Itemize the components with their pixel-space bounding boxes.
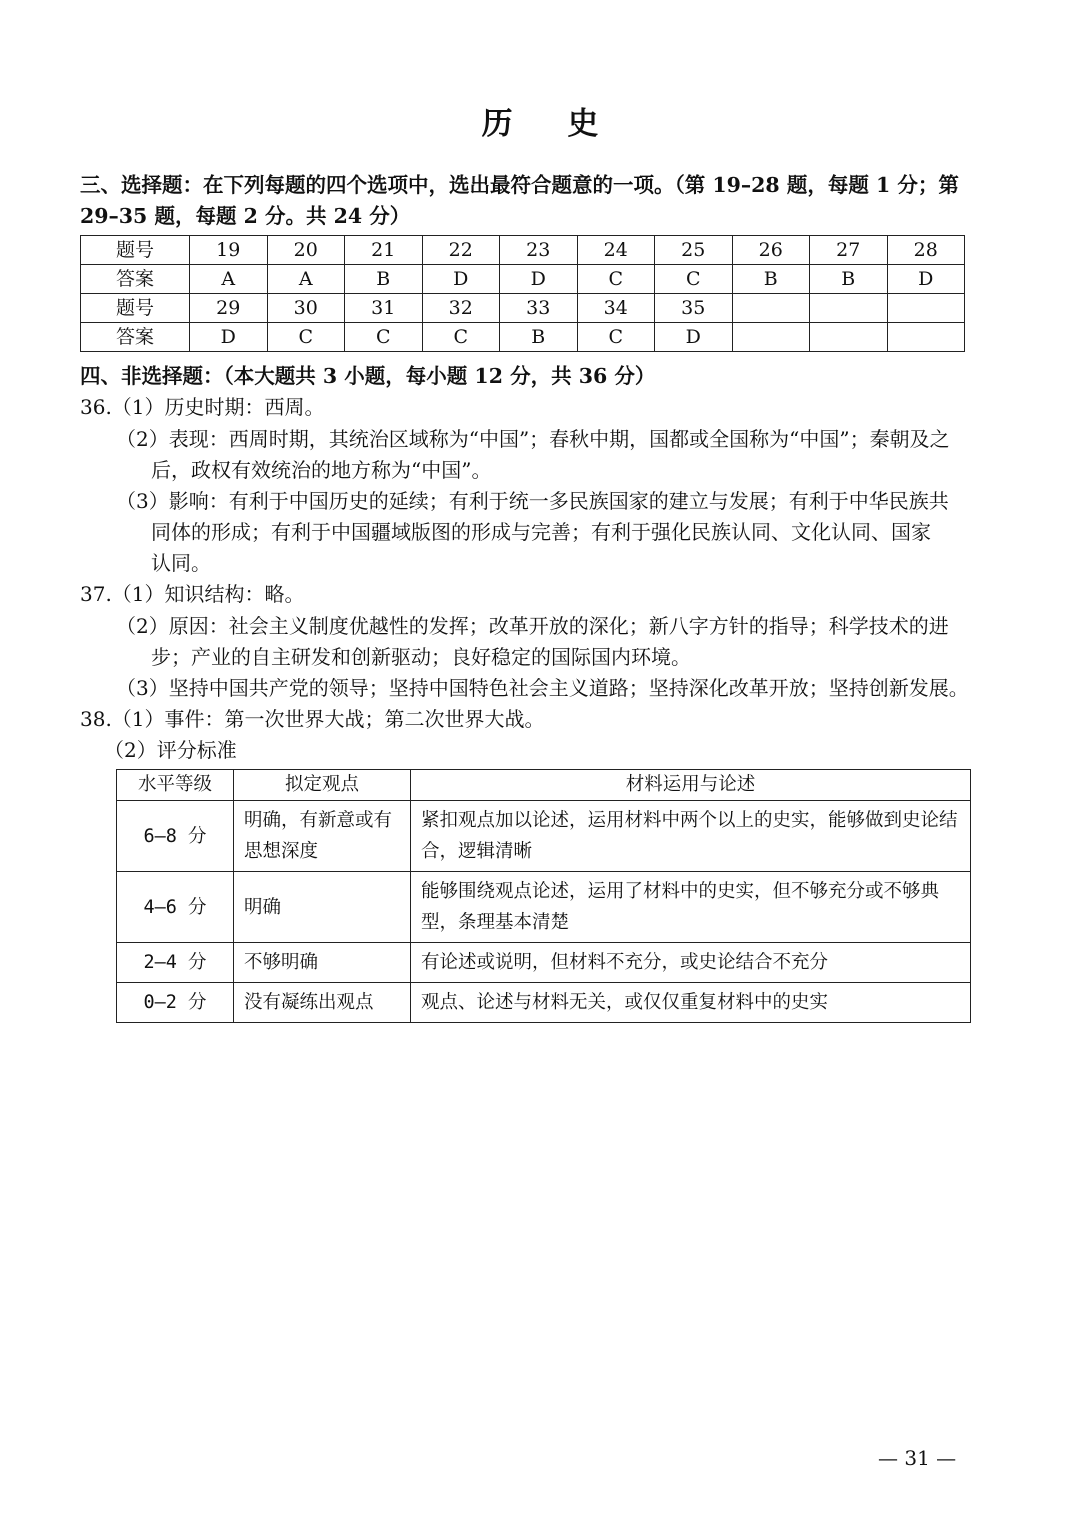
answer-cell: C (577, 265, 655, 294)
answer-cell: D (655, 323, 733, 352)
question-number-cell: 23 (500, 236, 578, 265)
rubric-viewpoint: 明确，有新意或有思想深度 (234, 801, 411, 872)
question-number-cell: 32 (422, 294, 500, 323)
question-number-cell: 34 (577, 294, 655, 323)
section4-heading: 四、非选择题：（本大题共 3 小题，每小题 12 分，共 36 分） (80, 364, 656, 388)
answer-cell: D (422, 265, 500, 294)
rubric-row (117, 983, 971, 1023)
rubric-level: 0–2 分 (117, 983, 234, 1023)
rubric-header-row (117, 770, 971, 801)
rubric-viewpoint: 明确 (234, 872, 411, 943)
rubric-level: 6–8 分 (117, 801, 234, 872)
answer-cell (810, 323, 888, 352)
answer-line: 步；产业的自主研发和创新驱动；良好稳定的国际国内环境。 (151, 645, 691, 669)
answer-cell: B (810, 265, 888, 294)
answer-cell: C (422, 323, 500, 352)
question-number-cell (810, 294, 888, 323)
rubric-argument: 能够围绕观点论述，运用了材料中的史实，但不够充分或不够典型，条理基本清楚 (411, 872, 971, 943)
rubric-row (117, 801, 971, 872)
rubric-argument: 紧扣观点加以论述，运用材料中两个以上的史实，能够做到史论结合，逻辑清晰 (411, 801, 971, 872)
question-number-row (81, 236, 965, 265)
rubric-header-argument: 材料运用与论述 (411, 770, 971, 801)
answer-cell: D (887, 265, 965, 294)
question-number-cell: 22 (422, 236, 500, 265)
answer-line: （2）原因：社会主义制度优越性的发挥；改革开放的深化；新八字方针的指导；科学技术的进 (116, 614, 949, 638)
answer-cell (732, 323, 810, 352)
answer-line: 36.（1）历史时期：西周。 (80, 395, 325, 419)
rubric-row (117, 943, 971, 983)
answer-cell: C (655, 265, 733, 294)
row-header-cell: 答案 (81, 265, 190, 294)
answer-cell: B (345, 265, 423, 294)
rubric-viewpoint: 不够明确 (234, 943, 411, 983)
multiple-choice-answer-table (80, 235, 965, 352)
answer-cell: D (500, 265, 578, 294)
answer-line: 认同。 (151, 551, 211, 575)
question-number-cell: 20 (267, 236, 345, 265)
answer-row (81, 265, 965, 294)
answer-line: 同体的形成；有利于中国疆域版图的形成与完善；有利于强化民族认同、文化认同、国家 (151, 520, 931, 544)
answer-cell: A (267, 265, 345, 294)
question-number-cell: 30 (267, 294, 345, 323)
section3-heading: 三、选择题：在下列每题的四个选项中，选出最符合题意的一项。（第 19–28 题，每题 1 分；第 29–35 题，每题 2 分。共 24 分） (80, 173, 959, 228)
answer-line: 后，政权有效统治的地方称为“中国”。 (151, 458, 492, 482)
answer-line: 38.（1）事件：第一次世界大战；第二次世界大战。 (80, 707, 545, 731)
rubric-argument: 有论述或说明，但材料不充分，或史论结合不充分 (411, 943, 971, 983)
rubric-level: 2–4 分 (117, 943, 234, 983)
page-number: — 31 — (878, 1446, 957, 1470)
row-header-cell: 题号 (81, 294, 190, 323)
row-header-cell: 题号 (81, 236, 190, 265)
answer-cell: B (500, 323, 578, 352)
rubric-row (117, 872, 971, 943)
answer-cell: B (732, 265, 810, 294)
answer-cell: A (190, 265, 268, 294)
question-number-cell: 29 (190, 294, 268, 323)
question-number-cell: 31 (345, 294, 423, 323)
answer-cell (887, 323, 965, 352)
question-number-cell: 21 (345, 236, 423, 265)
answer-line: （2）评分标准 (104, 738, 237, 762)
answer-cell: C (267, 323, 345, 352)
rubric-header-level: 水平等级 (117, 770, 234, 801)
rubric-header-viewpoint: 拟定观点 (234, 770, 411, 801)
answer-line: （2）表现：西周时期，其统治区域称为“中国”；春秋中期，国都或全国称为“中国”；秦朝及之 (116, 427, 950, 451)
page-title: 历 史 (481, 106, 621, 142)
question-number-cell: 24 (577, 236, 655, 265)
answer-line: （3）影响：有利于中国历史的延续；有利于统一多民族国家的建立与发展；有利于中华民族共 (116, 489, 949, 513)
answer-line: （3）坚持中国共产党的领导；坚持中国特色社会主义道路；坚持深化改革开放；坚持创新发展。 (116, 676, 969, 700)
question-number-cell: 28 (887, 236, 965, 265)
answer-line: 37.（1）知识结构：略。 (80, 582, 305, 606)
scoring-rubric-table (116, 769, 971, 1023)
question-number-cell: 25 (655, 236, 733, 265)
question-number-cell: 19 (190, 236, 268, 265)
question-number-row (81, 294, 965, 323)
question-number-cell (887, 294, 965, 323)
question-number-cell (732, 294, 810, 323)
question-number-cell: 27 (810, 236, 888, 265)
answer-cell: D (190, 323, 268, 352)
answer-row (81, 323, 965, 352)
question-number-cell: 35 (655, 294, 733, 323)
question-number-cell: 26 (732, 236, 810, 265)
rubric-viewpoint: 没有凝练出观点 (234, 983, 411, 1023)
answer-cell: C (345, 323, 423, 352)
rubric-argument: 观点、论述与材料无关，或仅仅重复材料中的史实 (411, 983, 971, 1023)
row-header-cell: 答案 (81, 323, 190, 352)
rubric-level: 4–6 分 (117, 872, 234, 943)
question-number-cell: 33 (500, 294, 578, 323)
answer-cell: C (577, 323, 655, 352)
